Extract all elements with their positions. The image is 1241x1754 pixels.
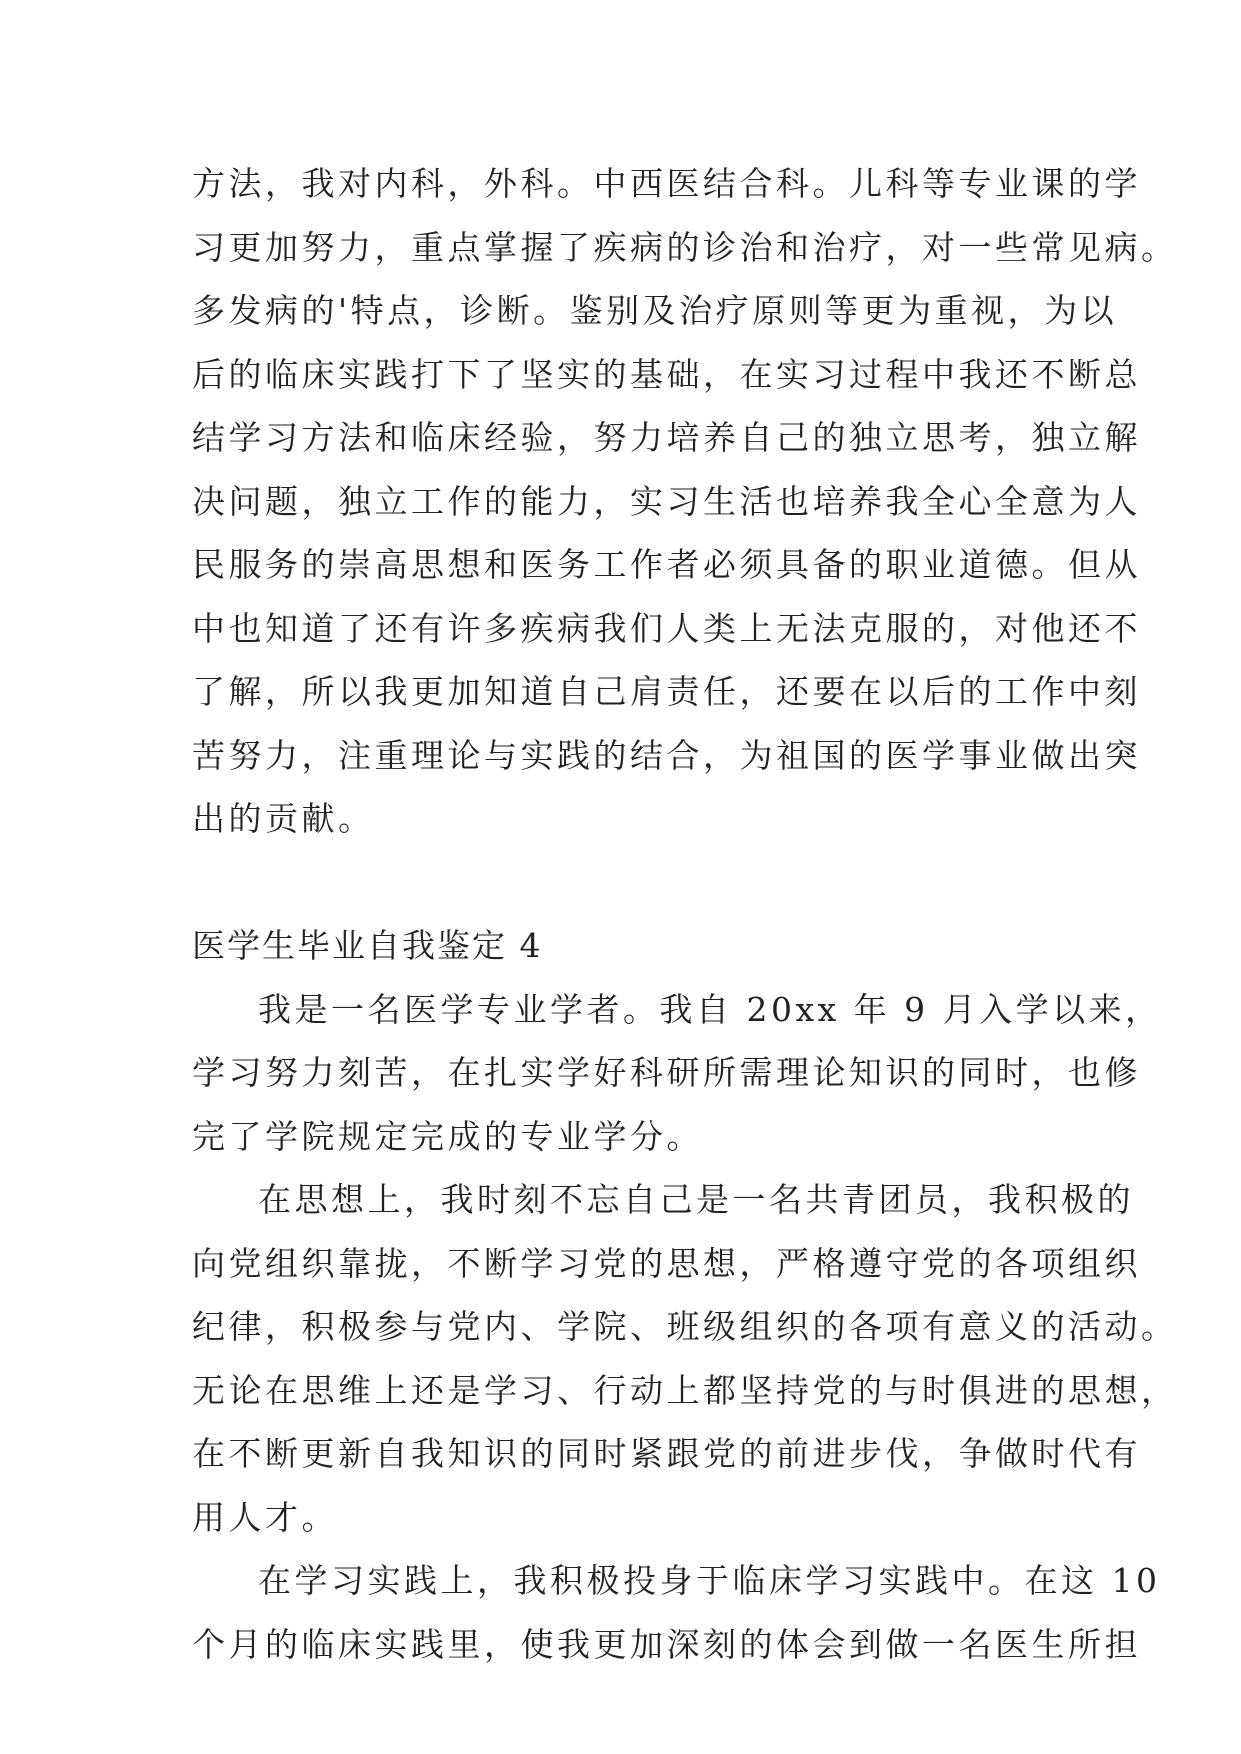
paragraph-intro	[192, 978, 1162, 1169]
section-heading: 医学生毕业自我鉴定 4	[192, 926, 543, 965]
text-line: 完了学院规定完成的专业学分。	[192, 1116, 703, 1156]
paragraph-ideology	[192, 1168, 1178, 1549]
text-line: 无论在思维上还是学习、行动上都坚持党的与时俱进的思想，	[192, 1370, 1178, 1410]
text-line: 向党组织靠拢，不断学习党的思想，严格遵守党的各项组织	[192, 1243, 1141, 1283]
text-line: 后的临床实践打下了坚实的基础，在实习过程中我还不断总	[192, 354, 1141, 394]
text-line: 决问题，独立工作的能力，实习生活也培养我全心全意为人	[192, 481, 1141, 521]
text-line: 用人才。	[192, 1497, 338, 1537]
text-line: 个月的临床实践里，使我更加深刻的体会到做一名医生所担	[192, 1624, 1141, 1664]
text-line: 学习努力刻苦，在扎实学好科研所需理论知识的同时，也修	[192, 1053, 1141, 1092]
text-line: 多发病的'特点，诊断。鉴别及治疗原则等更为重视，为以	[192, 291, 1118, 330]
paragraph-gap	[192, 851, 1052, 915]
paragraph-practice	[192, 1549, 1161, 1676]
text-line: 在不断更新自我知识的同时紧跟党的前进步伐，争做时代有	[192, 1434, 1141, 1473]
text-line: 结学习方法和临床经验，努力培养自己的独立思考，独立解	[192, 418, 1141, 457]
text-line: 民服务的崇高思想和医务工作者必须具备的职业道德。但从	[192, 545, 1141, 584]
text-line: 中也知道了还有许多疾病我们人类上无法克服的，对他还不	[192, 608, 1141, 648]
continued-paragraph	[192, 152, 1178, 851]
text-line: 纪律，积极参与党内、学院、班级组织的各项有意义的活动。	[192, 1307, 1178, 1346]
text-line: 习更加努力，重点掌握了疾病的诊治和治疗，对一些常见病。	[192, 227, 1178, 267]
text-line: 我是一名医学专业学者。我自 20xx 年 9 月入学以来，	[258, 989, 1162, 1029]
text-line: 出的贡献。	[192, 799, 375, 838]
text-line: 苦努力，注重理论与实践的结合，为祖国的医学事业做出突	[192, 735, 1141, 775]
text-line: 了解，所以我更加知道自己肩责任，还要在以后的工作中刻	[192, 672, 1141, 711]
document-body	[192, 152, 1178, 1676]
text-line: 在思想上，我时刻不忘自己是一名共青团员，我积极的	[258, 1180, 1134, 1219]
text-line: 在学习实践上，我积极投身于临床学习实践中。在这 10	[258, 1561, 1161, 1600]
text-line: 方法，我对内科，外科。中西医结合科。儿科等专业课的学	[192, 164, 1141, 203]
